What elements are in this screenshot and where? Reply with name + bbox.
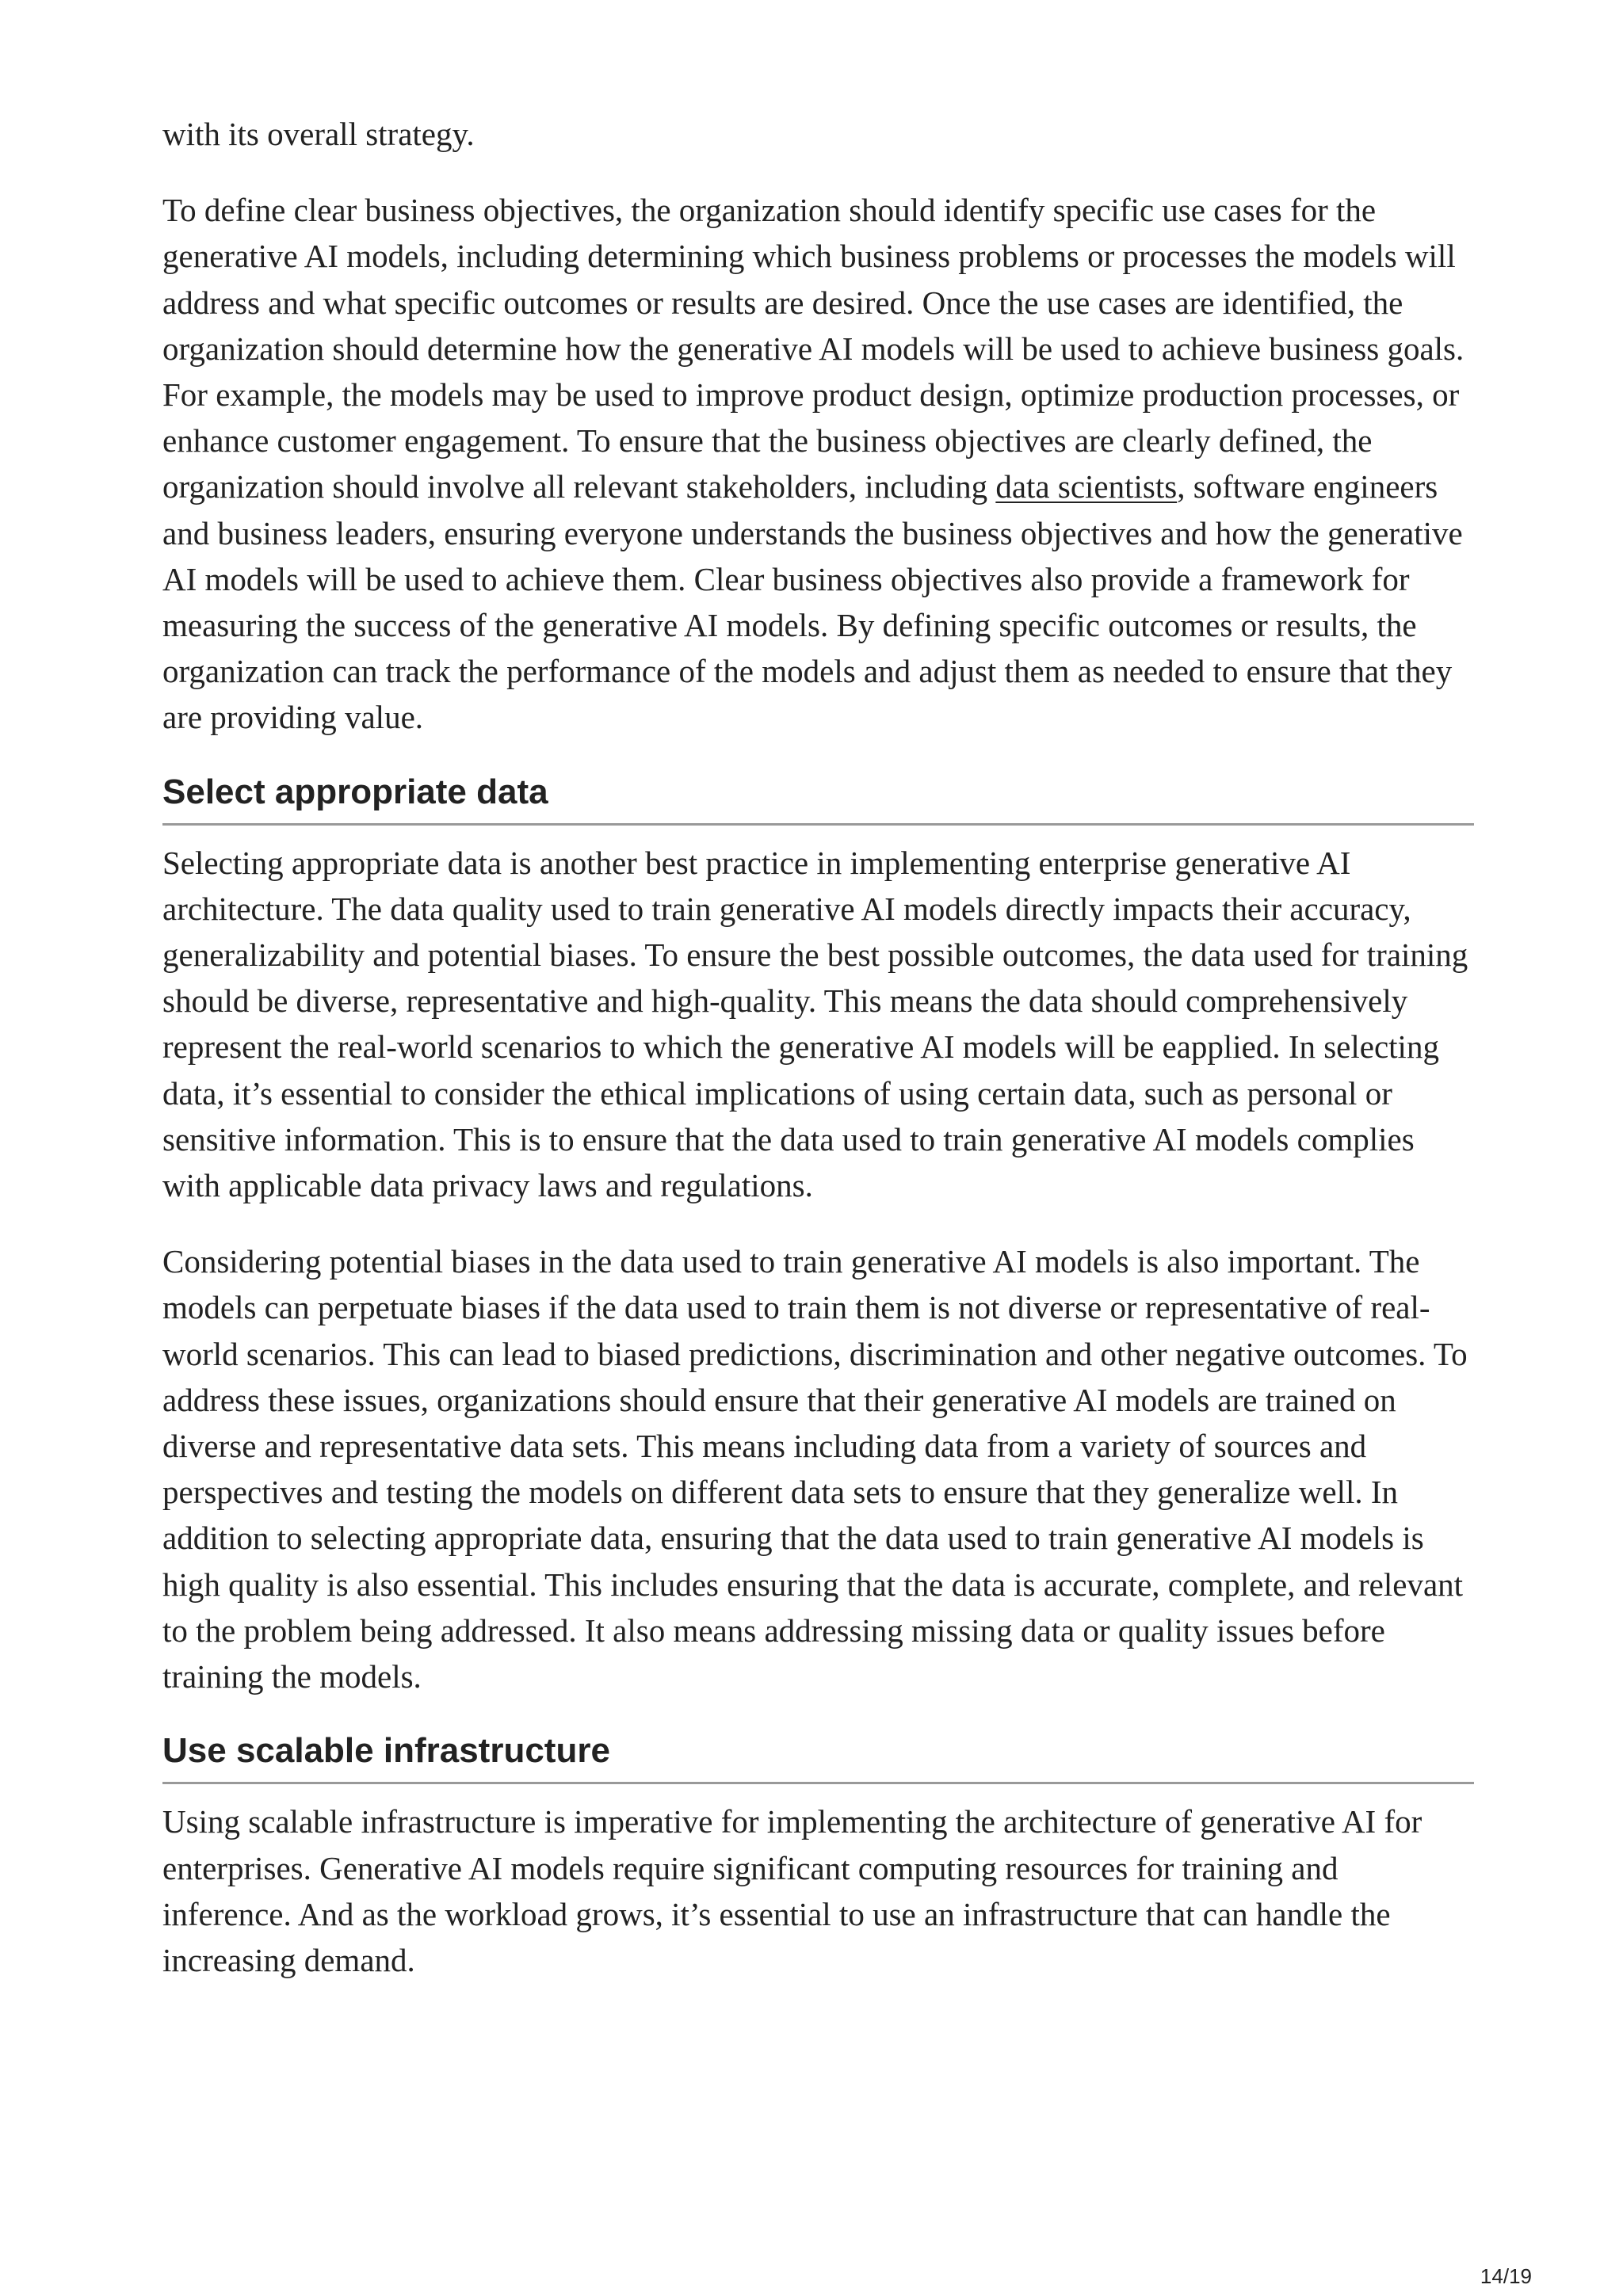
- section-heading-use-scalable-infrastructure: Use scalable infrastructure: [162, 1731, 610, 1771]
- section-heading-select-appropriate-data: Select appropriate data: [162, 772, 548, 811]
- objectives-paragraph: [162, 187, 1474, 740]
- page-number: 14/19: [1480, 2264, 1532, 2288]
- infra-paragraph-1: Using scalable infrastructure is imperative for implementing the architecture of generative AI for enterprises. Generative AI models require significant computing resources for training and inference. And as the workload grows, it’s essential to use an infrastructure that can handle the increasing demand.: [162, 1803, 1423, 1978]
- objectives-text-before-link: To define clear business objectives, the organization should identify specific use cases for the generative AI models, including determining which business problems or processes the models will address and what specific outcomes or results are desired. Once the use cases are identified, the organization should determine how the generative AI models will be used to achieve business goals. For example, the models may be used to improve product design, optimize production processes, or enhance customer engagement. To ensure that the business objectives are clearly defined, the organization should involve all relevant stakeholders, including: [162, 192, 1465, 505]
- section-divider: [162, 823, 1474, 826]
- section-divider: [162, 1782, 1474, 1784]
- objectives-text-after-link: , software engineers and business leaders, ensuring everyone understands the business objectives and how the generative AI models will be used to achieve them. Clear business objectives also provide a framework for measuring the success of the generative AI models. By defining specific outcomes or results, the organization can track the performance of the models and adjust them as needed to ensure that they are providing value.: [162, 468, 1463, 736]
- document-page: [162, 111, 1474, 2013]
- data-paragraph-1: Selecting appropriate data is another best practice in implementing enterprise generative AI architecture. The data quality used to train generative AI models directly impacts their accuracy, generalizability and potential biases. To ensure the best possible outcomes, the data used for training should be diverse, representative and high-quality. This means the data should comprehensively represent the real-world scenarios to which the generative AI models will be eapplied. In selecting data, it’s essential to consider the ethical implications of using certain data, such as personal or sensitive information. This is to ensure that the data used to train generative AI models complies with applicable data privacy laws and regulations.: [162, 844, 1468, 1204]
- continuation-text: with its overall strategy.: [162, 116, 475, 152]
- data-paragraph-2: Considering potential biases in the data used to train generative AI models is also important. The models can perpetuate biases if the data used to train them is not diverse or representative of real-world scenarios. This can lead to biased predictions, discrimination and other negative outcomes. To address these issues, organizations should ensure that their generative AI models are trained on diverse and representative data sets. This means including data from a variety of sources and perspectives and testing the models on different data sets to ensure that they generalize well. In addition to selecting appropriate data, ensuring that the data used to train generative AI models is high quality is also essential. This includes ensuring that the data is accurate, complete, and relevant to the problem being addressed. It also means addressing missing data or quality issues before training the models.: [162, 1243, 1468, 1695]
- data-scientists-link[interactable]: data scientists: [995, 468, 1178, 505]
